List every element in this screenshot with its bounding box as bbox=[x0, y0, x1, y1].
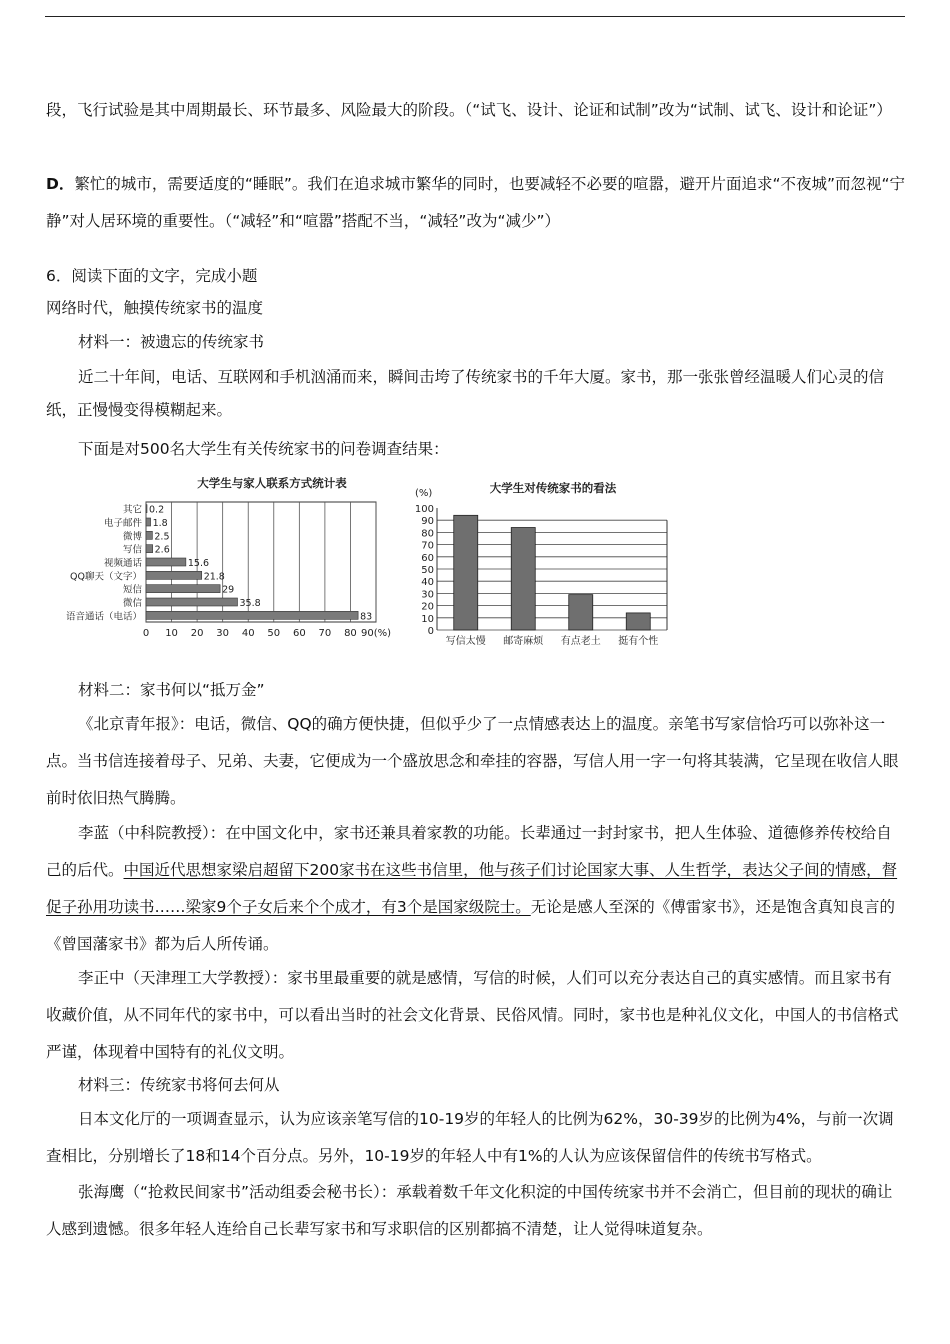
header-rule bbox=[45, 16, 905, 17]
chart2-y-tick: 30 bbox=[421, 589, 434, 601]
chart2-y-tick: 60 bbox=[421, 552, 434, 564]
chart2-y-tick: 20 bbox=[421, 601, 434, 613]
chart2-y-tick: 10 bbox=[421, 613, 434, 625]
material-two-paragraph-2 bbox=[46, 815, 906, 963]
chart1-x-tick: 40 bbox=[241, 628, 255, 639]
chart1-category-label: 短信 bbox=[122, 584, 142, 596]
li-lan-text-a: 李蓝（中科院教授）：在中国文化中，家书还兼具着家教的功能。长辈通过一封封家书，把人生体验、道德修养传校给自己的后代。 bbox=[46, 824, 892, 879]
material-two-paragraph-1: 《北京青年报》：电话，微信、QQ的确方便快捷，但似乎少了一点情感表达上的温度。亲笔书写家信恰巧可以弥补这一点。当书信连接着母子、兄弟、夫妻，它便成为一个盛放思念和牵挂的容器，写信人用一字一句将其装满，它呈现在收信人眼前时依旧热气腾腾。 bbox=[46, 715, 899, 807]
chart2-category-label: 写信太慢 bbox=[445, 636, 486, 647]
material-two-heading: 材料二：家书何以“抵万金” bbox=[78, 681, 265, 699]
chart1-bar bbox=[146, 545, 153, 553]
chart2-category-label: 挺有个性 bbox=[618, 636, 659, 647]
letter-opinion-chart bbox=[405, 470, 675, 655]
article-title: 网络时代，触摸传统家书的温度 bbox=[46, 299, 264, 317]
chart1-category-label: QQ聊天（文字） bbox=[70, 571, 142, 583]
chart1-category-label: 写信 bbox=[122, 544, 142, 556]
chart2-y-tick: 50 bbox=[421, 565, 434, 576]
chart1-x-tick: 20 bbox=[190, 628, 204, 639]
chart1-bar bbox=[146, 585, 220, 593]
chart1-category-label: 语音通话（电话） bbox=[65, 611, 142, 623]
material-three-heading: 材料三：传统家书将何去何从 bbox=[78, 1076, 280, 1094]
material-three-paragraph-1: 日本文化厅的一项调查显示，认为应该亲笔写信的10-19岁的年轻人的比例为62%，30-39岁的比例为4%，与前一次调查相比，分别增长了18和14个百分点。另外，10-19岁的年轻人中有1%的人认为应该保留信件的传统书写格式。 bbox=[46, 1110, 894, 1165]
chart1-x-tick: 70 bbox=[318, 628, 332, 639]
option-d-label: D． bbox=[46, 175, 75, 193]
chart2-y-tick: 80 bbox=[421, 528, 434, 540]
chart1-bar bbox=[146, 531, 152, 539]
chart1-value-label: 2.6 bbox=[154, 544, 170, 556]
chart1-bar bbox=[146, 598, 237, 606]
question-number: 6．阅读下面的文字，完成小题 bbox=[46, 267, 258, 285]
chart2-ylabel: (%) bbox=[415, 488, 433, 499]
chart2-y-tick: 100 bbox=[414, 504, 434, 515]
chart1-bar bbox=[146, 518, 151, 526]
chart2-bar bbox=[626, 613, 650, 630]
chart1-bar bbox=[146, 558, 186, 566]
chart1-bar bbox=[146, 571, 202, 579]
chart2-category-label: 有点老土 bbox=[560, 636, 601, 647]
chart1-x-tick: 60 bbox=[292, 628, 306, 639]
chart1-bar bbox=[146, 505, 147, 513]
chart1-category-label: 视频通话 bbox=[103, 558, 142, 569]
chart2-y-tick: 70 bbox=[421, 540, 434, 552]
material-one-paragraph: 近二十年间，电话、互联网和手机汹涌而来，瞬间击垮了传统家书的千年大厦。家书，那一张张曾经温暖人们心灵的信纸，正慢慢变得模糊起来。 bbox=[46, 368, 885, 419]
chart2-bar bbox=[569, 595, 593, 630]
chart1-value-label: 29 bbox=[222, 584, 235, 596]
chart1-value-label: 1.8 bbox=[152, 518, 168, 529]
chart2-title: 大学生对传统家书的看法 bbox=[489, 481, 617, 495]
material-three-paragraph-2: 张海鹰（“抢救民间家书”活动组委会秘书长）：承载着数千年文化积淀的中国传统家书并不会消亡，但目前的现状的确让人感到遗憾。很多年轻人连给自己长辈写家书和写求职信的区别都搞不清楚，让人觉得味道复杂。 bbox=[46, 1183, 893, 1238]
chart2-y-tick: 40 bbox=[421, 577, 434, 589]
chart1-category-label: 微博 bbox=[122, 531, 142, 543]
chart1-x-tick: 90(%) bbox=[360, 628, 392, 639]
contact-methods-chart bbox=[46, 470, 392, 655]
chart1-category-label: 其它 bbox=[122, 504, 142, 516]
chart1-value-label: 2.5 bbox=[154, 531, 170, 543]
survey-intro: 下面是对500名大学生有关传统家书的问卷调查结果： bbox=[78, 440, 449, 458]
chart2-category-label: 邮寄麻烦 bbox=[503, 636, 544, 647]
chart2-y-tick: 90 bbox=[421, 516, 434, 528]
liang-qichao-underlined: 中国近代思想家梁启超留下200家书在这些书信里，他与孩子们讨论国家大事、人生哲学，表达父子间的情感，督促子孙用功读书……梁家9个子女后来个个成才，有3个是国家级院士。 bbox=[46, 861, 898, 916]
chart1-x-tick: 0 bbox=[142, 628, 150, 639]
option-d-text: 繁忙的城市，需要适度的“睡眠”。我们在追求城市繁华的同时，也要减轻不必要的喧嚣，避开片面追求“不夜城”而忽视“宁静”对人居环境的重要性。（“减轻”和“喧嚣”搭配不当，“减轻”改为“减少”） bbox=[46, 175, 906, 230]
chart2-bar bbox=[454, 515, 478, 630]
chart1-value-label: 21.8 bbox=[203, 571, 225, 583]
chart2-bar bbox=[511, 528, 535, 630]
li-lan-text-b: 无论是感人至深的《傅雷家书》，还是饱含真知良言的《曾国藩家书》都为后人所传诵。 bbox=[46, 898, 895, 953]
chart2-y-tick: 0 bbox=[427, 626, 434, 637]
chart1-category-label: 电子邮件 bbox=[103, 518, 142, 529]
chart1-x-tick: 50 bbox=[267, 628, 281, 639]
top-paragraph-continuation: 段，飞行试验是其中周期最长、环节最多、风险最大的阶段。（“试飞、设计、论证和试制”改为“试制、试飞、设计和论证”） bbox=[46, 101, 892, 119]
option-d-paragraph bbox=[46, 166, 906, 240]
chart1-value-label: 15.6 bbox=[187, 558, 210, 569]
chart1-category-label: 微信 bbox=[122, 598, 142, 609]
chart1-value-label: 0.2 bbox=[149, 504, 165, 516]
chart1-bar bbox=[146, 611, 358, 619]
material-one-heading: 材料一：被遗忘的传统家书 bbox=[78, 333, 265, 351]
chart1-value-label: 35.8 bbox=[239, 598, 261, 609]
chart1-title: 大学生与家人联系方式统计表 bbox=[197, 476, 347, 490]
chart1-x-tick: 30 bbox=[216, 628, 230, 639]
chart1-x-tick: 10 bbox=[165, 628, 178, 639]
material-two-paragraph-3: 李正中（天津理工大学教授）：家书里最重要的就是感情，写信的时候，人们可以充分表达自己的真实感情。而且家书有收藏价值，从不同年代的家书中，可以看出当时的社会文化背景、民俗风情。同时，家书也是种礼仪文化，中国人的书信格式严谨，体现着中国特有的礼仪文明。 bbox=[46, 969, 899, 1061]
chart1-value-label: 83 bbox=[360, 611, 373, 623]
chart1-x-tick: 80 bbox=[344, 628, 357, 639]
